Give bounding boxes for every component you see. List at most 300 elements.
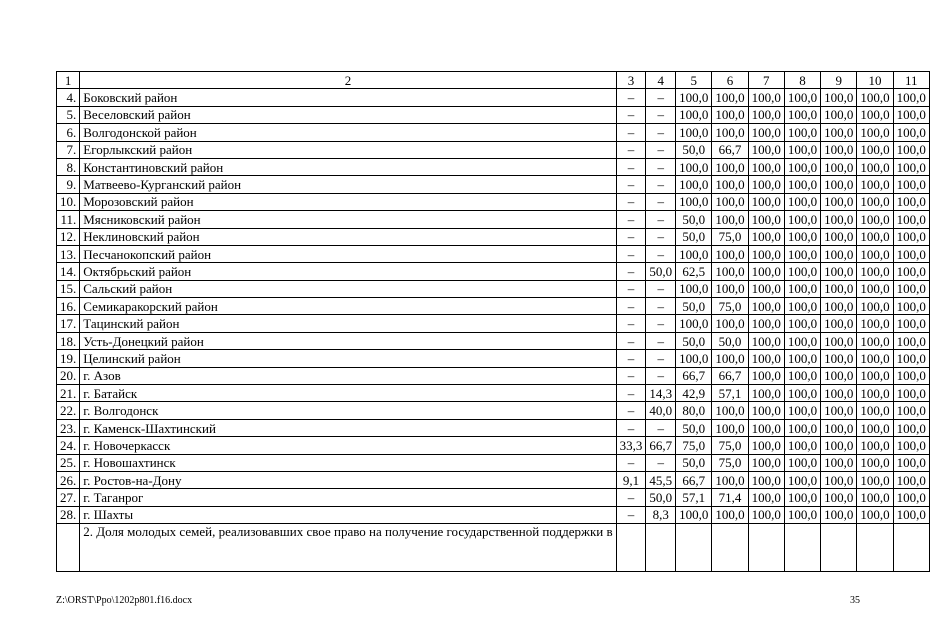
cell-value: 100,0 [821, 419, 857, 436]
cell-value: 100,0 [712, 402, 748, 419]
cell-value: 50,0 [676, 332, 712, 349]
cell-col3: – [616, 506, 646, 523]
row-number: 18. [57, 332, 80, 349]
cell-value: 100,0 [784, 106, 820, 123]
cell-value: 50,0 [676, 211, 712, 228]
cell-value: 100,0 [857, 176, 893, 193]
cell-value: 100,0 [857, 89, 893, 106]
cell-value: 100,0 [712, 245, 748, 262]
cell-value: 50,0 [712, 332, 748, 349]
cell-value: 100,0 [857, 263, 893, 280]
cell-value: 100,0 [712, 158, 748, 175]
cell-value: 100,0 [857, 141, 893, 158]
cell-value: 100,0 [784, 263, 820, 280]
cell-value: 100,0 [893, 263, 929, 280]
cell-value: 75,0 [712, 437, 748, 454]
cell-value: 57,1 [712, 385, 748, 402]
cell-value: 100,0 [821, 124, 857, 141]
cell-value: 100,0 [857, 332, 893, 349]
cell-col4: – [646, 245, 676, 262]
cell-value: 50,0 [676, 141, 712, 158]
cell-value: 100,0 [748, 211, 784, 228]
empty-cell [646, 524, 676, 572]
cell-value: 100,0 [784, 332, 820, 349]
cell-value: 100,0 [784, 298, 820, 315]
row-number: 11. [57, 211, 80, 228]
cell-value: 100,0 [712, 471, 748, 488]
cell-value: 100,0 [784, 315, 820, 332]
table-row-indicator [57, 524, 930, 572]
empty-cell [821, 524, 857, 572]
cell-col3: – [616, 228, 646, 245]
cell-value: 100,0 [893, 298, 929, 315]
cell-value: 100,0 [784, 506, 820, 523]
footer-file-path: Z:\ORST\Ppo\1202p801.f16.docx [56, 595, 193, 606]
cell-value: 100,0 [748, 158, 784, 175]
cell-value: 100,0 [748, 245, 784, 262]
table-row [57, 506, 930, 523]
cell-value: 100,0 [748, 419, 784, 436]
cell-col4: 45,5 [646, 471, 676, 488]
row-number: 6. [57, 124, 80, 141]
cell-value: 75,0 [712, 298, 748, 315]
cell-value: 100,0 [821, 402, 857, 419]
cell-value: 100,0 [893, 454, 929, 471]
row-number: 28. [57, 506, 80, 523]
cell-value: 100,0 [784, 437, 820, 454]
header-cell: 5 [676, 72, 712, 89]
cell-col4: 14,3 [646, 385, 676, 402]
cell-value: 100,0 [784, 419, 820, 436]
row-name: Боковский район [80, 89, 616, 106]
cell-value: 100,0 [821, 506, 857, 523]
cell-value: 100,0 [893, 471, 929, 488]
cell-value: 100,0 [784, 245, 820, 262]
cell-value: 100,0 [821, 350, 857, 367]
cell-value: 100,0 [676, 280, 712, 297]
cell-col3: – [616, 298, 646, 315]
cell-value: 100,0 [748, 124, 784, 141]
cell-col4: – [646, 228, 676, 245]
cell-value: 100,0 [784, 350, 820, 367]
cell-col4: – [646, 298, 676, 315]
cell-value: 100,0 [857, 245, 893, 262]
cell-value: 100,0 [712, 89, 748, 106]
cell-value: 100,0 [893, 367, 929, 384]
cell-value: 100,0 [748, 471, 784, 488]
cell-col4: – [646, 176, 676, 193]
cell-value: 100,0 [821, 385, 857, 402]
table-row [57, 419, 930, 436]
cell-value: 100,0 [712, 419, 748, 436]
cell-col4: 50,0 [646, 489, 676, 506]
cell-value: 100,0 [893, 315, 929, 332]
cell-value: 100,0 [893, 176, 929, 193]
cell-value: 100,0 [748, 332, 784, 349]
cell-value: 100,0 [748, 280, 784, 297]
cell-value: 100,0 [676, 193, 712, 210]
table-row [57, 489, 930, 506]
cell-value: 100,0 [857, 419, 893, 436]
table-row [57, 176, 930, 193]
header-cell: 11 [893, 72, 929, 89]
table-row [57, 385, 930, 402]
cell-value: 100,0 [676, 106, 712, 123]
empty-cell [57, 524, 80, 572]
row-number: 22. [57, 402, 80, 419]
cell-value: 100,0 [821, 211, 857, 228]
cell-value: 100,0 [784, 489, 820, 506]
table-row [57, 89, 930, 106]
header-row [57, 72, 930, 89]
cell-value: 100,0 [784, 280, 820, 297]
row-name: Сальский район [80, 280, 616, 297]
table-row [57, 437, 930, 454]
cell-value: 100,0 [712, 124, 748, 141]
cell-value: 100,0 [893, 211, 929, 228]
cell-value: 100,0 [676, 350, 712, 367]
cell-col3: – [616, 193, 646, 210]
table-row [57, 124, 930, 141]
cell-value: 100,0 [748, 350, 784, 367]
header-cell: 7 [748, 72, 784, 89]
cell-value: 100,0 [857, 315, 893, 332]
cell-value: 100,0 [748, 89, 784, 106]
row-name: Мясниковский район [80, 211, 616, 228]
cell-col4: – [646, 124, 676, 141]
cell-value: 100,0 [893, 106, 929, 123]
cell-value: 100,0 [784, 89, 820, 106]
row-name: г. Новочеркасск [80, 437, 616, 454]
row-number: 16. [57, 298, 80, 315]
cell-value: 100,0 [784, 176, 820, 193]
empty-cell [784, 524, 820, 572]
cell-value: 71,4 [712, 489, 748, 506]
cell-col3: – [616, 489, 646, 506]
row-name: г. Батайск [80, 385, 616, 402]
cell-value: 100,0 [857, 489, 893, 506]
cell-value: 100,0 [712, 263, 748, 280]
row-name: г. Ростов-на-Дону [80, 471, 616, 488]
cell-col4: – [646, 211, 676, 228]
cell-value: 100,0 [821, 228, 857, 245]
cell-value: 50,0 [676, 419, 712, 436]
cell-value: 100,0 [821, 437, 857, 454]
row-number: 23. [57, 419, 80, 436]
cell-value: 100,0 [893, 124, 929, 141]
cell-value: 100,0 [784, 402, 820, 419]
cell-value: 100,0 [676, 158, 712, 175]
cell-value: 100,0 [893, 228, 929, 245]
table-row [57, 158, 930, 175]
cell-value: 100,0 [748, 263, 784, 280]
cell-value: 75,0 [676, 437, 712, 454]
table-row [57, 106, 930, 123]
table-row [57, 367, 930, 384]
cell-value: 100,0 [893, 402, 929, 419]
empty-cell [748, 524, 784, 572]
cell-value: 100,0 [748, 454, 784, 471]
cell-value: 42,9 [676, 385, 712, 402]
table-row [57, 280, 930, 297]
cell-value: 100,0 [676, 245, 712, 262]
cell-col3: – [616, 454, 646, 471]
cell-value: 100,0 [712, 315, 748, 332]
cell-col3: 33,3 [616, 437, 646, 454]
table-row [57, 454, 930, 471]
cell-col3: – [616, 106, 646, 123]
cell-value: 100,0 [857, 437, 893, 454]
cell-col4: 50,0 [646, 263, 676, 280]
cell-value: 100,0 [821, 193, 857, 210]
cell-value: 100,0 [893, 245, 929, 262]
cell-col3: 9,1 [616, 471, 646, 488]
cell-value: 100,0 [712, 176, 748, 193]
row-number: 12. [57, 228, 80, 245]
row-number: 9. [57, 176, 80, 193]
cell-value: 100,0 [821, 106, 857, 123]
cell-value: 66,7 [676, 471, 712, 488]
cell-value: 100,0 [748, 506, 784, 523]
row-number: 27. [57, 489, 80, 506]
cell-col4: 66,7 [646, 437, 676, 454]
table-row [57, 211, 930, 228]
cell-col4: – [646, 367, 676, 384]
cell-value: 100,0 [748, 106, 784, 123]
cell-value: 100,0 [784, 124, 820, 141]
row-number: 7. [57, 141, 80, 158]
cell-value: 100,0 [712, 280, 748, 297]
cell-value: 100,0 [857, 298, 893, 315]
cell-value: 100,0 [821, 315, 857, 332]
cell-value: 100,0 [857, 124, 893, 141]
cell-value: 100,0 [893, 350, 929, 367]
cell-value: 100,0 [748, 489, 784, 506]
row-name: Волгодонской район [80, 124, 616, 141]
cell-col3: – [616, 89, 646, 106]
cell-value: 100,0 [784, 454, 820, 471]
cell-col4: – [646, 454, 676, 471]
row-number: 14. [57, 263, 80, 280]
row-name: Целинский район [80, 350, 616, 367]
row-number: 21. [57, 385, 80, 402]
row-name: Семикаракорский район [80, 298, 616, 315]
cell-value: 100,0 [857, 454, 893, 471]
cell-value: 100,0 [821, 176, 857, 193]
row-name: Усть-Донецкий район [80, 332, 616, 349]
empty-cell [616, 524, 646, 572]
row-number: 19. [57, 350, 80, 367]
cell-value: 100,0 [821, 263, 857, 280]
cell-col3: – [616, 141, 646, 158]
cell-col3: – [616, 332, 646, 349]
cell-col4: 8,3 [646, 506, 676, 523]
header-cell: 1 [57, 72, 80, 89]
row-number: 25. [57, 454, 80, 471]
cell-col3: – [616, 176, 646, 193]
table-row [57, 402, 930, 419]
row-name: Матвеево-Курганский район [80, 176, 616, 193]
cell-value: 100,0 [821, 454, 857, 471]
cell-value: 57,1 [676, 489, 712, 506]
table-row [57, 141, 930, 158]
cell-col3: – [616, 124, 646, 141]
cell-value: 100,0 [857, 350, 893, 367]
cell-value: 100,0 [893, 141, 929, 158]
cell-value: 100,0 [748, 176, 784, 193]
cell-col4: – [646, 280, 676, 297]
cell-col3: – [616, 280, 646, 297]
row-name: Октябрьский район [80, 263, 616, 280]
empty-cell [712, 524, 748, 572]
cell-value: 100,0 [712, 193, 748, 210]
cell-value: 100,0 [857, 402, 893, 419]
header-cell: 2 [80, 72, 616, 89]
row-number: 24. [57, 437, 80, 454]
row-name: Веселовский район [80, 106, 616, 123]
table-row [57, 471, 930, 488]
row-name: Морозовский район [80, 193, 616, 210]
cell-value: 50,0 [676, 228, 712, 245]
cell-value: 100,0 [676, 315, 712, 332]
table-row [57, 228, 930, 245]
header-cell: 4 [646, 72, 676, 89]
cell-value: 100,0 [748, 193, 784, 210]
cell-value: 100,0 [821, 245, 857, 262]
cell-value: 100,0 [893, 158, 929, 175]
cell-col3: – [616, 263, 646, 280]
cell-value: 100,0 [712, 106, 748, 123]
cell-value: 100,0 [821, 280, 857, 297]
cell-value: 100,0 [712, 211, 748, 228]
cell-value: 100,0 [893, 193, 929, 210]
cell-value: 100,0 [748, 315, 784, 332]
cell-col4: – [646, 315, 676, 332]
cell-value: 100,0 [857, 385, 893, 402]
cell-value: 80,0 [676, 402, 712, 419]
cell-value: 100,0 [893, 385, 929, 402]
cell-value: 100,0 [784, 385, 820, 402]
row-name: г. Новошахтинск [80, 454, 616, 471]
table-row [57, 193, 930, 210]
cell-value: 100,0 [821, 332, 857, 349]
table-row [57, 263, 930, 280]
cell-value: 100,0 [893, 489, 929, 506]
cell-value: 100,0 [857, 228, 893, 245]
header-cell: 3 [616, 72, 646, 89]
cell-col3: – [616, 367, 646, 384]
row-name: Тацинский район [80, 315, 616, 332]
empty-cell [676, 524, 712, 572]
cell-value: 100,0 [676, 124, 712, 141]
cell-value: 100,0 [893, 332, 929, 349]
cell-value: 62,5 [676, 263, 712, 280]
empty-cell [857, 524, 893, 572]
cell-value: 100,0 [857, 506, 893, 523]
row-name: г. Каменск-Шахтинский [80, 419, 616, 436]
cell-value: 100,0 [893, 419, 929, 436]
cell-col4: – [646, 193, 676, 210]
cell-value: 100,0 [712, 350, 748, 367]
table-row [57, 298, 930, 315]
cell-value: 100,0 [784, 367, 820, 384]
cell-value: 75,0 [712, 454, 748, 471]
cell-value: 100,0 [748, 367, 784, 384]
cell-col3: – [616, 419, 646, 436]
row-name: Песчанокопский район [80, 245, 616, 262]
cell-value: 100,0 [748, 385, 784, 402]
cell-value: 100,0 [748, 141, 784, 158]
indicator-text: 2. Доля молодых семей, реализовавших свое право на получение государственной поддержки в [80, 524, 616, 572]
row-name: г. Азов [80, 367, 616, 384]
cell-value: 50,0 [676, 454, 712, 471]
cell-value: 75,0 [712, 228, 748, 245]
cell-col3: – [616, 385, 646, 402]
cell-value: 100,0 [784, 228, 820, 245]
cell-value: 100,0 [748, 298, 784, 315]
row-number: 15. [57, 280, 80, 297]
cell-col4: – [646, 158, 676, 175]
row-number: 4. [57, 89, 80, 106]
row-number: 10. [57, 193, 80, 210]
cell-value: 100,0 [821, 141, 857, 158]
cell-value: 66,7 [676, 367, 712, 384]
cell-value: 100,0 [784, 211, 820, 228]
cell-value: 66,7 [712, 367, 748, 384]
table-row [57, 315, 930, 332]
cell-value: 100,0 [821, 471, 857, 488]
row-number: 20. [57, 367, 80, 384]
cell-value: 100,0 [857, 280, 893, 297]
row-number: 8. [57, 158, 80, 175]
cell-value: 100,0 [857, 158, 893, 175]
row-name: Константиновский район [80, 158, 616, 175]
cell-value: 50,0 [676, 298, 712, 315]
cell-col4: – [646, 419, 676, 436]
row-name: Неклиновский район [80, 228, 616, 245]
row-number: 5. [57, 106, 80, 123]
cell-value: 100,0 [748, 437, 784, 454]
cell-value: 100,0 [712, 506, 748, 523]
cell-value: 100,0 [784, 141, 820, 158]
cell-value: 100,0 [676, 89, 712, 106]
cell-value: 100,0 [893, 280, 929, 297]
cell-value: 100,0 [821, 489, 857, 506]
cell-value: 100,0 [748, 402, 784, 419]
data-table [56, 71, 930, 572]
cell-value: 100,0 [784, 471, 820, 488]
cell-col4: – [646, 141, 676, 158]
row-name: г. Таганрог [80, 489, 616, 506]
cell-value: 100,0 [893, 437, 929, 454]
table-row [57, 332, 930, 349]
row-number: 13. [57, 245, 80, 262]
cell-value: 100,0 [676, 506, 712, 523]
cell-value: 100,0 [893, 89, 929, 106]
footer-page-number: 35 [850, 595, 860, 606]
cell-value: 100,0 [821, 158, 857, 175]
cell-col4: 40,0 [646, 402, 676, 419]
row-number: 17. [57, 315, 80, 332]
cell-value: 100,0 [857, 211, 893, 228]
cell-col4: – [646, 106, 676, 123]
cell-value: 100,0 [857, 367, 893, 384]
cell-col3: – [616, 350, 646, 367]
cell-value: 100,0 [857, 471, 893, 488]
row-name: г. Шахты [80, 506, 616, 523]
row-name: г. Волгодонск [80, 402, 616, 419]
cell-value: 100,0 [821, 298, 857, 315]
